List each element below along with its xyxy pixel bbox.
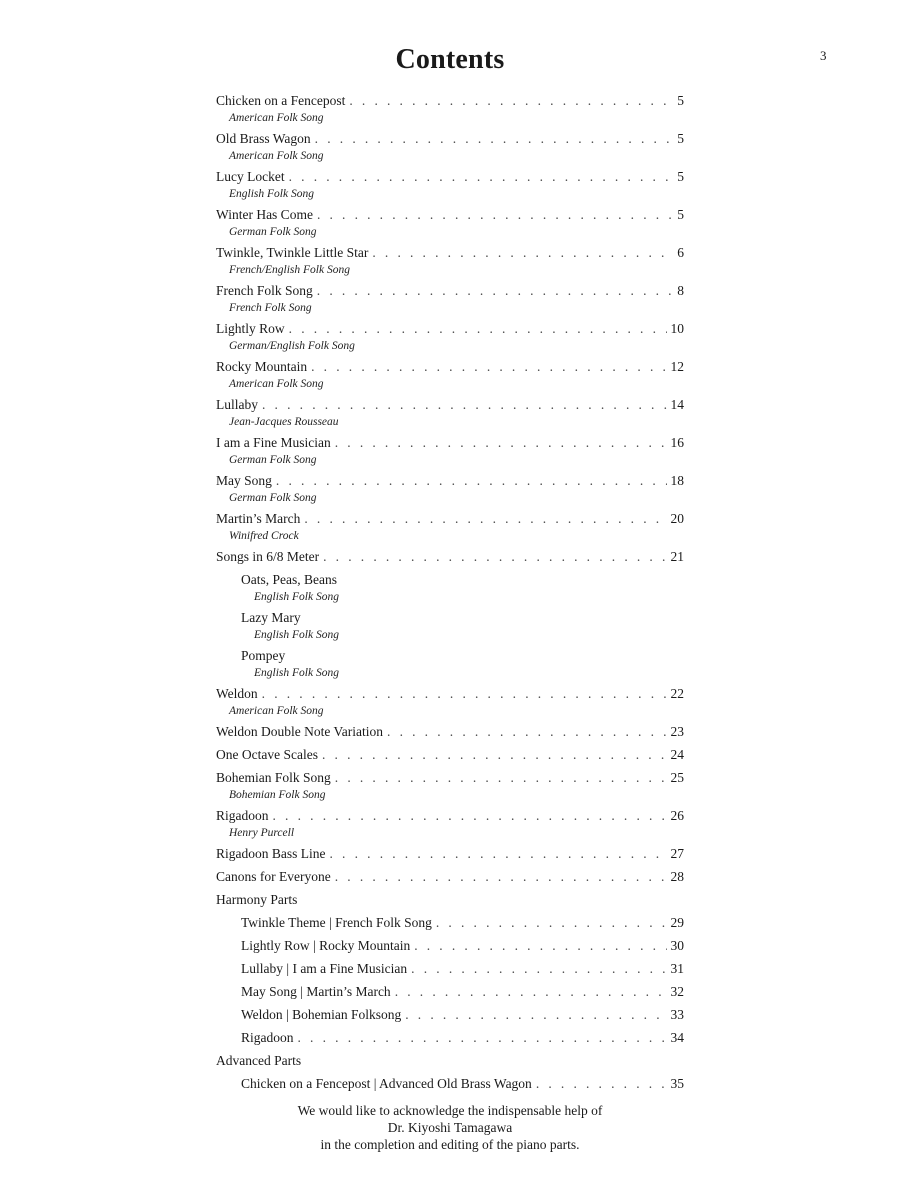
dot-leader bbox=[322, 745, 667, 765]
toc-entry bbox=[216, 959, 684, 982]
toc-entry-page: 33 bbox=[670, 1007, 684, 1022]
dot-leader bbox=[273, 806, 667, 826]
toc-entry-line bbox=[216, 319, 684, 339]
toc-entry-line bbox=[216, 722, 684, 742]
toc-entry-page: 28 bbox=[670, 869, 684, 884]
toc-entry-title: Old Brass Wagon bbox=[216, 131, 311, 146]
toc-entry bbox=[216, 646, 684, 684]
toc-entry-title: May Song | Martin’s March bbox=[241, 984, 391, 999]
toc-entry-title: Bohemian Folk Song bbox=[216, 770, 331, 785]
toc-entry-line bbox=[216, 357, 684, 377]
toc-entry-title: Pompey bbox=[241, 648, 286, 663]
toc-entry-page: 27 bbox=[670, 846, 684, 861]
dot-leader bbox=[372, 243, 673, 263]
dot-leader bbox=[335, 433, 667, 453]
dot-leader bbox=[315, 129, 674, 149]
toc-entry bbox=[216, 319, 684, 357]
toc-entry-line bbox=[241, 1005, 684, 1025]
toc-entry-line bbox=[216, 243, 684, 263]
toc-entry bbox=[216, 722, 684, 745]
toc-entry-title: Weldon bbox=[216, 686, 258, 701]
toc-entry bbox=[216, 91, 684, 129]
dot-leader bbox=[289, 167, 674, 187]
toc-entry bbox=[216, 608, 684, 646]
toc-entry-composer: Winifred Crock bbox=[229, 530, 299, 542]
toc-entry-page: 6 bbox=[677, 245, 684, 260]
page-title: Contents bbox=[395, 44, 505, 75]
toc-entry bbox=[216, 890, 684, 913]
toc-entry-title: Canons for Everyone bbox=[216, 869, 331, 884]
toc-entry-title: One Octave Scales bbox=[216, 747, 318, 762]
toc-entry-title: Harmony Parts bbox=[216, 892, 298, 907]
toc-entry-page: 32 bbox=[670, 984, 684, 999]
toc-entry-composer: Henry Purcell bbox=[229, 827, 295, 839]
toc-entry bbox=[216, 844, 684, 867]
toc-entry-line bbox=[241, 646, 684, 666]
toc-entry-line bbox=[241, 1028, 684, 1048]
toc-entry-composer: German Folk Song bbox=[229, 492, 317, 504]
dot-leader bbox=[536, 1074, 667, 1094]
toc-entry-line bbox=[216, 684, 684, 704]
toc-entry bbox=[216, 433, 684, 471]
toc-entry-title: May Song bbox=[216, 473, 272, 488]
toc-entry-title: Lucy Locket bbox=[216, 169, 285, 184]
toc-entry-line bbox=[216, 509, 684, 529]
toc-entry-page: 5 bbox=[677, 131, 684, 146]
dot-leader bbox=[330, 844, 667, 864]
acknowledgment-line: We would like to acknowledge the indispensable help of bbox=[297, 1103, 603, 1118]
toc-entry-page: 10 bbox=[670, 321, 684, 336]
toc-entry-title: Winter Has Come bbox=[216, 207, 313, 222]
toc-entry-composer: American Folk Song bbox=[229, 112, 324, 124]
dot-leader bbox=[395, 982, 667, 1002]
toc-entry-line bbox=[216, 281, 684, 301]
acknowledgment-line: in the completion and editing of the piano parts. bbox=[320, 1137, 580, 1152]
toc-entry-line bbox=[241, 608, 684, 628]
toc-entry-composer: American Folk Song bbox=[229, 378, 324, 390]
toc-entry bbox=[216, 745, 684, 768]
toc-entry-page: 34 bbox=[670, 1030, 684, 1045]
toc-entry-line bbox=[216, 433, 684, 453]
dot-leader bbox=[289, 319, 667, 339]
toc-entry bbox=[216, 167, 684, 205]
toc-entry-title: Chicken on a Fencepost | Advanced Old Brass Wagon bbox=[241, 1076, 532, 1091]
toc-entry-line bbox=[216, 471, 684, 491]
toc-entry bbox=[216, 395, 684, 433]
toc-entry-composer: German Folk Song bbox=[229, 454, 317, 466]
dot-leader bbox=[317, 205, 673, 225]
toc-entry bbox=[216, 1074, 684, 1097]
toc-entry-line bbox=[216, 867, 684, 887]
toc-entry-title: Lightly Row | Rocky Mountain bbox=[241, 938, 411, 953]
toc-entry-composer: German/English Folk Song bbox=[229, 340, 355, 352]
toc-entry bbox=[216, 1051, 684, 1074]
toc-entry-line bbox=[216, 91, 684, 111]
toc-entry-title: Lullaby | I am a Fine Musician bbox=[241, 961, 408, 976]
toc-entry-line bbox=[241, 936, 684, 956]
toc-entry-composer: Bohemian Folk Song bbox=[229, 789, 326, 801]
toc-entry bbox=[216, 570, 684, 608]
toc-entry bbox=[216, 867, 684, 890]
toc-entry-line bbox=[241, 570, 684, 590]
toc-entry-title: Rocky Mountain bbox=[216, 359, 308, 374]
dot-leader bbox=[405, 1005, 666, 1025]
toc-entry-composer: English Folk Song bbox=[254, 667, 339, 679]
toc-entry-page: 5 bbox=[677, 207, 684, 222]
toc-entry-page: 35 bbox=[670, 1076, 684, 1091]
toc-entry-page: 24 bbox=[670, 747, 684, 762]
toc-entry-page: 20 bbox=[670, 511, 684, 526]
dot-leader bbox=[414, 936, 666, 956]
toc-entry-page: 14 bbox=[670, 397, 684, 412]
toc-entry bbox=[216, 913, 684, 936]
toc-entry-composer: Jean-Jacques Rousseau bbox=[229, 416, 339, 428]
toc-entry-page: 25 bbox=[670, 770, 684, 785]
toc-entry-title: Oats, Peas, Beans bbox=[241, 572, 337, 587]
toc-entry-title: Weldon | Bohemian Folksong bbox=[241, 1007, 402, 1022]
dot-leader bbox=[304, 509, 666, 529]
toc-entry-title: Twinkle Theme | French Folk Song bbox=[241, 915, 432, 930]
toc-entry-line bbox=[241, 913, 684, 933]
toc-entry-title: I am a Fine Musician bbox=[216, 435, 331, 450]
toc-entry-line bbox=[216, 844, 684, 864]
dot-leader bbox=[411, 959, 666, 979]
dot-leader bbox=[317, 281, 673, 301]
toc-entry-title: Rigadoon bbox=[241, 1030, 294, 1045]
toc-entry-page: 8 bbox=[677, 283, 684, 298]
toc-entry-page: 31 bbox=[670, 961, 684, 976]
toc-entry-title: French Folk Song bbox=[216, 283, 313, 298]
toc-entry-line bbox=[241, 1074, 684, 1094]
toc-entry-composer: American Folk Song bbox=[229, 150, 324, 162]
toc-entry-line bbox=[216, 768, 684, 788]
toc-entry-page: 18 bbox=[670, 473, 684, 488]
toc-entry bbox=[216, 547, 684, 570]
toc-entry-page: 16 bbox=[670, 435, 684, 450]
toc-entry bbox=[216, 768, 684, 806]
toc-entry-title: Lullaby bbox=[216, 397, 258, 412]
toc-entry-line bbox=[216, 806, 684, 826]
toc-entry bbox=[216, 1005, 684, 1028]
dot-leader bbox=[387, 722, 666, 742]
toc-entry-line bbox=[216, 890, 684, 910]
toc-entry-title: Rigadoon Bass Line bbox=[216, 846, 326, 861]
dot-leader bbox=[349, 91, 673, 111]
toc-entry-composer: German Folk Song bbox=[229, 226, 317, 238]
toc-entry bbox=[216, 684, 684, 722]
toc-entry-line bbox=[216, 129, 684, 149]
toc-entry-composer: English Folk Song bbox=[229, 188, 314, 200]
toc-entry-page: 29 bbox=[670, 915, 684, 930]
toc-entry-title: Twinkle, Twinkle Little Star bbox=[216, 245, 369, 260]
acknowledgment-line: Dr. Kiyoshi Tamagawa bbox=[387, 1120, 513, 1135]
toc-entry-title: Advanced Parts bbox=[216, 1053, 302, 1068]
toc-entry-page: 30 bbox=[670, 938, 684, 953]
dot-leader bbox=[262, 395, 667, 415]
toc-entry-page: 5 bbox=[677, 93, 684, 108]
toc-entry-line bbox=[216, 745, 684, 765]
toc-entry-title: Songs in 6/8 Meter bbox=[216, 549, 320, 564]
toc-entry-line bbox=[241, 959, 684, 979]
dot-leader bbox=[323, 547, 666, 567]
toc-entry-composer: French Folk Song bbox=[229, 302, 312, 314]
toc-entry-page: 21 bbox=[670, 549, 684, 564]
toc-entry bbox=[216, 509, 684, 547]
dot-leader bbox=[311, 357, 666, 377]
toc-entry-page: 23 bbox=[670, 724, 684, 739]
toc-entry-title: Rigadoon bbox=[216, 808, 269, 823]
acknowledgment bbox=[0, 1102, 900, 1153]
toc-entry-page: 5 bbox=[677, 169, 684, 184]
toc-entry bbox=[216, 357, 684, 395]
toc-entry-line bbox=[216, 205, 684, 225]
toc-entry bbox=[216, 243, 684, 281]
table-of-contents bbox=[216, 91, 684, 1097]
toc-entry bbox=[216, 129, 684, 167]
dot-leader bbox=[298, 1028, 667, 1048]
toc-entry bbox=[216, 471, 684, 509]
toc-entry bbox=[216, 936, 684, 959]
toc-entry-page: 26 bbox=[670, 808, 684, 823]
toc-entry-title: Chicken on a Fencepost bbox=[216, 93, 346, 108]
toc-entry bbox=[216, 982, 684, 1005]
toc-entry bbox=[216, 281, 684, 319]
toc-entry-title: Weldon Double Note Variation bbox=[216, 724, 384, 739]
toc-entry-composer: English Folk Song bbox=[254, 629, 339, 641]
toc-entry-title: Martin’s March bbox=[216, 511, 301, 526]
toc-entry-line bbox=[216, 547, 684, 567]
toc-entry-page: 12 bbox=[670, 359, 684, 374]
toc-entry-title: Lightly Row bbox=[216, 321, 285, 336]
toc-entry-line bbox=[216, 167, 684, 187]
toc-entry-line bbox=[216, 395, 684, 415]
toc-entry-page: 22 bbox=[670, 686, 684, 701]
toc-entry-composer: English Folk Song bbox=[254, 591, 339, 603]
toc-entry bbox=[216, 1028, 684, 1051]
toc-entry-composer: French/English Folk Song bbox=[229, 264, 350, 276]
dot-leader bbox=[335, 768, 667, 788]
toc-entry-composer: American Folk Song bbox=[229, 705, 324, 717]
toc-entry bbox=[216, 806, 684, 844]
dot-leader bbox=[276, 471, 667, 491]
toc-entry bbox=[216, 205, 684, 243]
toc-entry-line bbox=[216, 1051, 684, 1071]
toc-entry-line bbox=[241, 982, 684, 1002]
dot-leader bbox=[436, 913, 667, 933]
dot-leader bbox=[262, 684, 667, 704]
page-number: 3 bbox=[820, 48, 827, 63]
dot-leader bbox=[335, 867, 667, 887]
toc-entry-title: Lazy Mary bbox=[241, 610, 301, 625]
